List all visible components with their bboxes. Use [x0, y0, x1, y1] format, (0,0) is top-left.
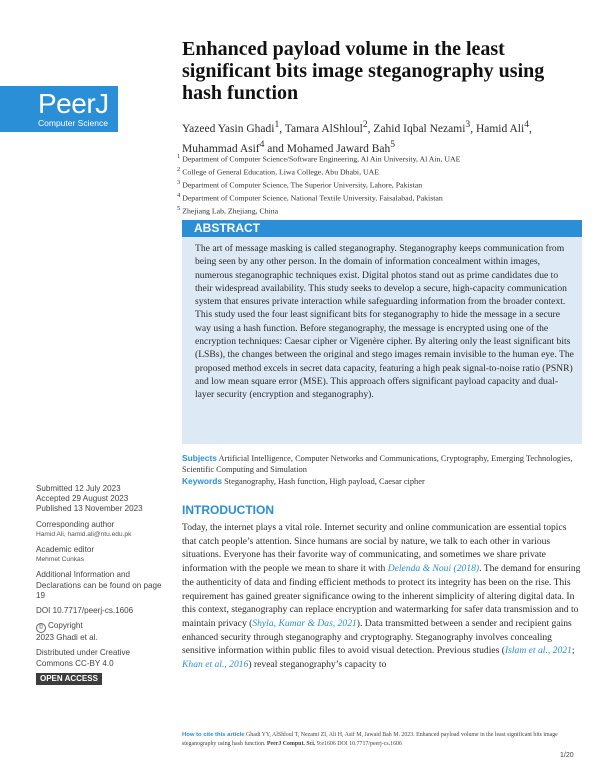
author: Yazeed Yasin Ghadi [182, 122, 275, 135]
copyright-icon: © [36, 623, 46, 633]
how-to-cite-text: Ghadi YY, AlShloul T, Nezami ZI, Ali H, Asif M, Jawaid Bah M. 2023. Enhanced payload volume in the least significant bits image steganography using hash function. [182, 732, 558, 747]
doi-link[interactable]: DOI 10.7717/peerj-cs.1606 [36, 606, 134, 616]
article-sidebar [36, 484, 166, 685]
additional-information-link[interactable]: Additional Information and Declarations can be found on page 19 [36, 570, 162, 600]
keywords-label: Keywords [182, 475, 223, 486]
intro-segment: Today, the internet plays a vital role. Internet security and online communication are essential topics that catch people’s attention. Since humans are social by nature, we talk to each other in various situations. Everyone has their favorite way of communicating, and sometimes we share private information with the people we mean to share it with [182, 522, 567, 575]
citation-link[interactable]: Khan et al., 2016 [182, 659, 249, 671]
affiliation [177, 178, 587, 191]
accepted-date: Accepted 29 August 2023 [36, 494, 129, 504]
peerj-logo [0, 86, 118, 132]
subjects-line [182, 453, 582, 476]
article-title: Enhanced payload volume in the least significant bits image steganography using hash function [182, 38, 545, 104]
intro-segment: ) reveal steganography’s capacity to [248, 659, 387, 671]
affiliation [177, 204, 587, 217]
author-separator: , [528, 122, 532, 135]
affiliation-number: 1 [177, 153, 181, 160]
affiliation [177, 165, 587, 178]
author-affil-mark: 4 [259, 138, 265, 150]
author-affil-mark: 4 [524, 119, 529, 130]
author-list [182, 117, 582, 157]
license-text[interactable]: Distributed under Creative Commons CC-BY 4.0 [36, 648, 131, 668]
affiliation [177, 152, 587, 165]
citation-reference[interactable]: 9:e1606 DOI 10.7717/peerj-cs.1606 [316, 741, 402, 747]
intro-segment: ). Data transmitted between a sender and recipient gains enhanced security through steganography and cryptography. Steganography involves concealing sensitive information within public files to avoid visual detection. Previous studies ( [182, 617, 572, 657]
citation-link[interactable]: Islam et al., 2021 [504, 645, 572, 657]
open-access-badge: OPEN ACCESS [36, 673, 102, 685]
author-affil-mark: 1 [274, 119, 280, 130]
submitted-date: Submitted 12 July 2023 [36, 484, 121, 493]
author: Muhammad Asif [182, 142, 260, 155]
published-date: Published 13 November 2023 [36, 504, 143, 514]
keywords-line [182, 476, 582, 487]
author: Tamara AlShloul [284, 122, 363, 135]
academic-editor-label: Academic editor [36, 545, 95, 555]
subjects-keywords [182, 453, 582, 487]
author: Hamid Ali [475, 122, 525, 135]
author-separator: , [367, 122, 374, 135]
copyright-value: 2023 Ghadi et al. [36, 633, 98, 643]
affiliation-text: Zhejiang Lab, Zhejiang, China [182, 206, 279, 216]
author: Zahid Iqbal Nezami [373, 122, 466, 135]
author-affil-mark: 5 [390, 138, 396, 150]
introduction-heading: INTRODUCTION [182, 503, 274, 517]
affiliation-text: Department of Computer Science, National Textile University, Faisalabad, Pakistan [182, 193, 443, 203]
citation-link[interactable]: Shyla, Kumar & Das, 2021 [252, 617, 357, 629]
author-separator: , [470, 122, 476, 135]
academic-editor-value: Mehmet Cunkas [36, 556, 85, 564]
abstract-heading: ABSTRACT [182, 220, 582, 237]
corresponding-author-label: Corresponding author [36, 519, 115, 529]
citation-link[interactable]: Delenda & Noui (2018) [387, 563, 480, 575]
affiliation-number: 5 [177, 205, 181, 212]
subjects-label: Subjects [182, 453, 217, 463]
affiliation-text: Department of Computer Science, The Superior University, Lahore, Pakistan [182, 180, 423, 190]
page-number: 1/20 [560, 752, 574, 759]
author-affil-mark: 2 [362, 119, 368, 130]
logo-brand: PeerJ [38, 88, 109, 119]
copyright-label-line [36, 621, 166, 633]
subjects-text: Artificial Intelligence, Computer Networks and Communications, Cryptography, Emerging Technologies, Scientific Computing and Simulation [182, 454, 573, 475]
abstract-text: The art of message masking is called steganography. Steganography keeps communication from being seen by any other person. In the domain of information concealment within images, numerous steganographic techniques exist. Digital photos stand out as prime candidates due to their widespread availability. This study seeks to develop a secure, high-capacity communication system that ensures private interaction while safeguarding information from the broader context. This study used the four least significant bits for steganography to hide the message in a secure way using a hash function. Before steganography, the message is encrypted using one of the encryption techniques: Caesar cipher or Vigenère cipher. By altering only the least significant bits (LSBs), the changes between the original and stego images remain invisible to the human eye. The proposed method excels in secret data capacity, featuring a high peak signal-to-noise ratio (PSNR) and low mean square error (MSE). This approach offers significant payload capacity and dual-layer security (encryption and steganography). [195, 243, 574, 401]
affiliation [177, 191, 587, 204]
author: Mohamed Jaward Bah [286, 142, 391, 155]
affiliation-number: 2 [177, 166, 181, 173]
copyright-label: Copyright [48, 621, 83, 631]
introduction-text [182, 521, 582, 672]
author-separator: and [264, 142, 287, 155]
affiliation-number: 3 [177, 179, 181, 186]
affiliation-list [177, 152, 587, 217]
author-separator: , [279, 122, 285, 135]
intro-segment: . The demand for ensuring the authenticity of data and finding efficient methods to protect its integrity has been on the rise. This requirement has gained greater significance owing to the inherent simplicity of altering digital data. In this context, steganography can replace encryption and watermarking for safer data transmission and to maintain privacy ( [182, 563, 581, 629]
citation-footer [182, 731, 592, 749]
logo-subtitle: Computer Science [38, 118, 108, 128]
journal-name: PeerJ Comput. Sci. [266, 741, 316, 747]
affiliation-text: Department of Computer Science/Software Engineering, Al Ain University, Al Ain, UAE [182, 154, 461, 164]
affiliation-text: College of General Education, Liwa College, Abu Dhabi, UAE [182, 167, 380, 177]
intro-segment: ; [571, 645, 575, 657]
how-to-cite-label: How to cite this article [182, 732, 245, 738]
corresponding-author-value[interactable]: Hamid Ali, hamid.ali@ntu.edu.pk [36, 530, 132, 538]
affiliation-number: 4 [177, 192, 181, 199]
keywords-text: Steganography, Hash function, High payload, Caesar cipher [224, 476, 425, 486]
author-affil-mark: 3 [465, 119, 471, 130]
